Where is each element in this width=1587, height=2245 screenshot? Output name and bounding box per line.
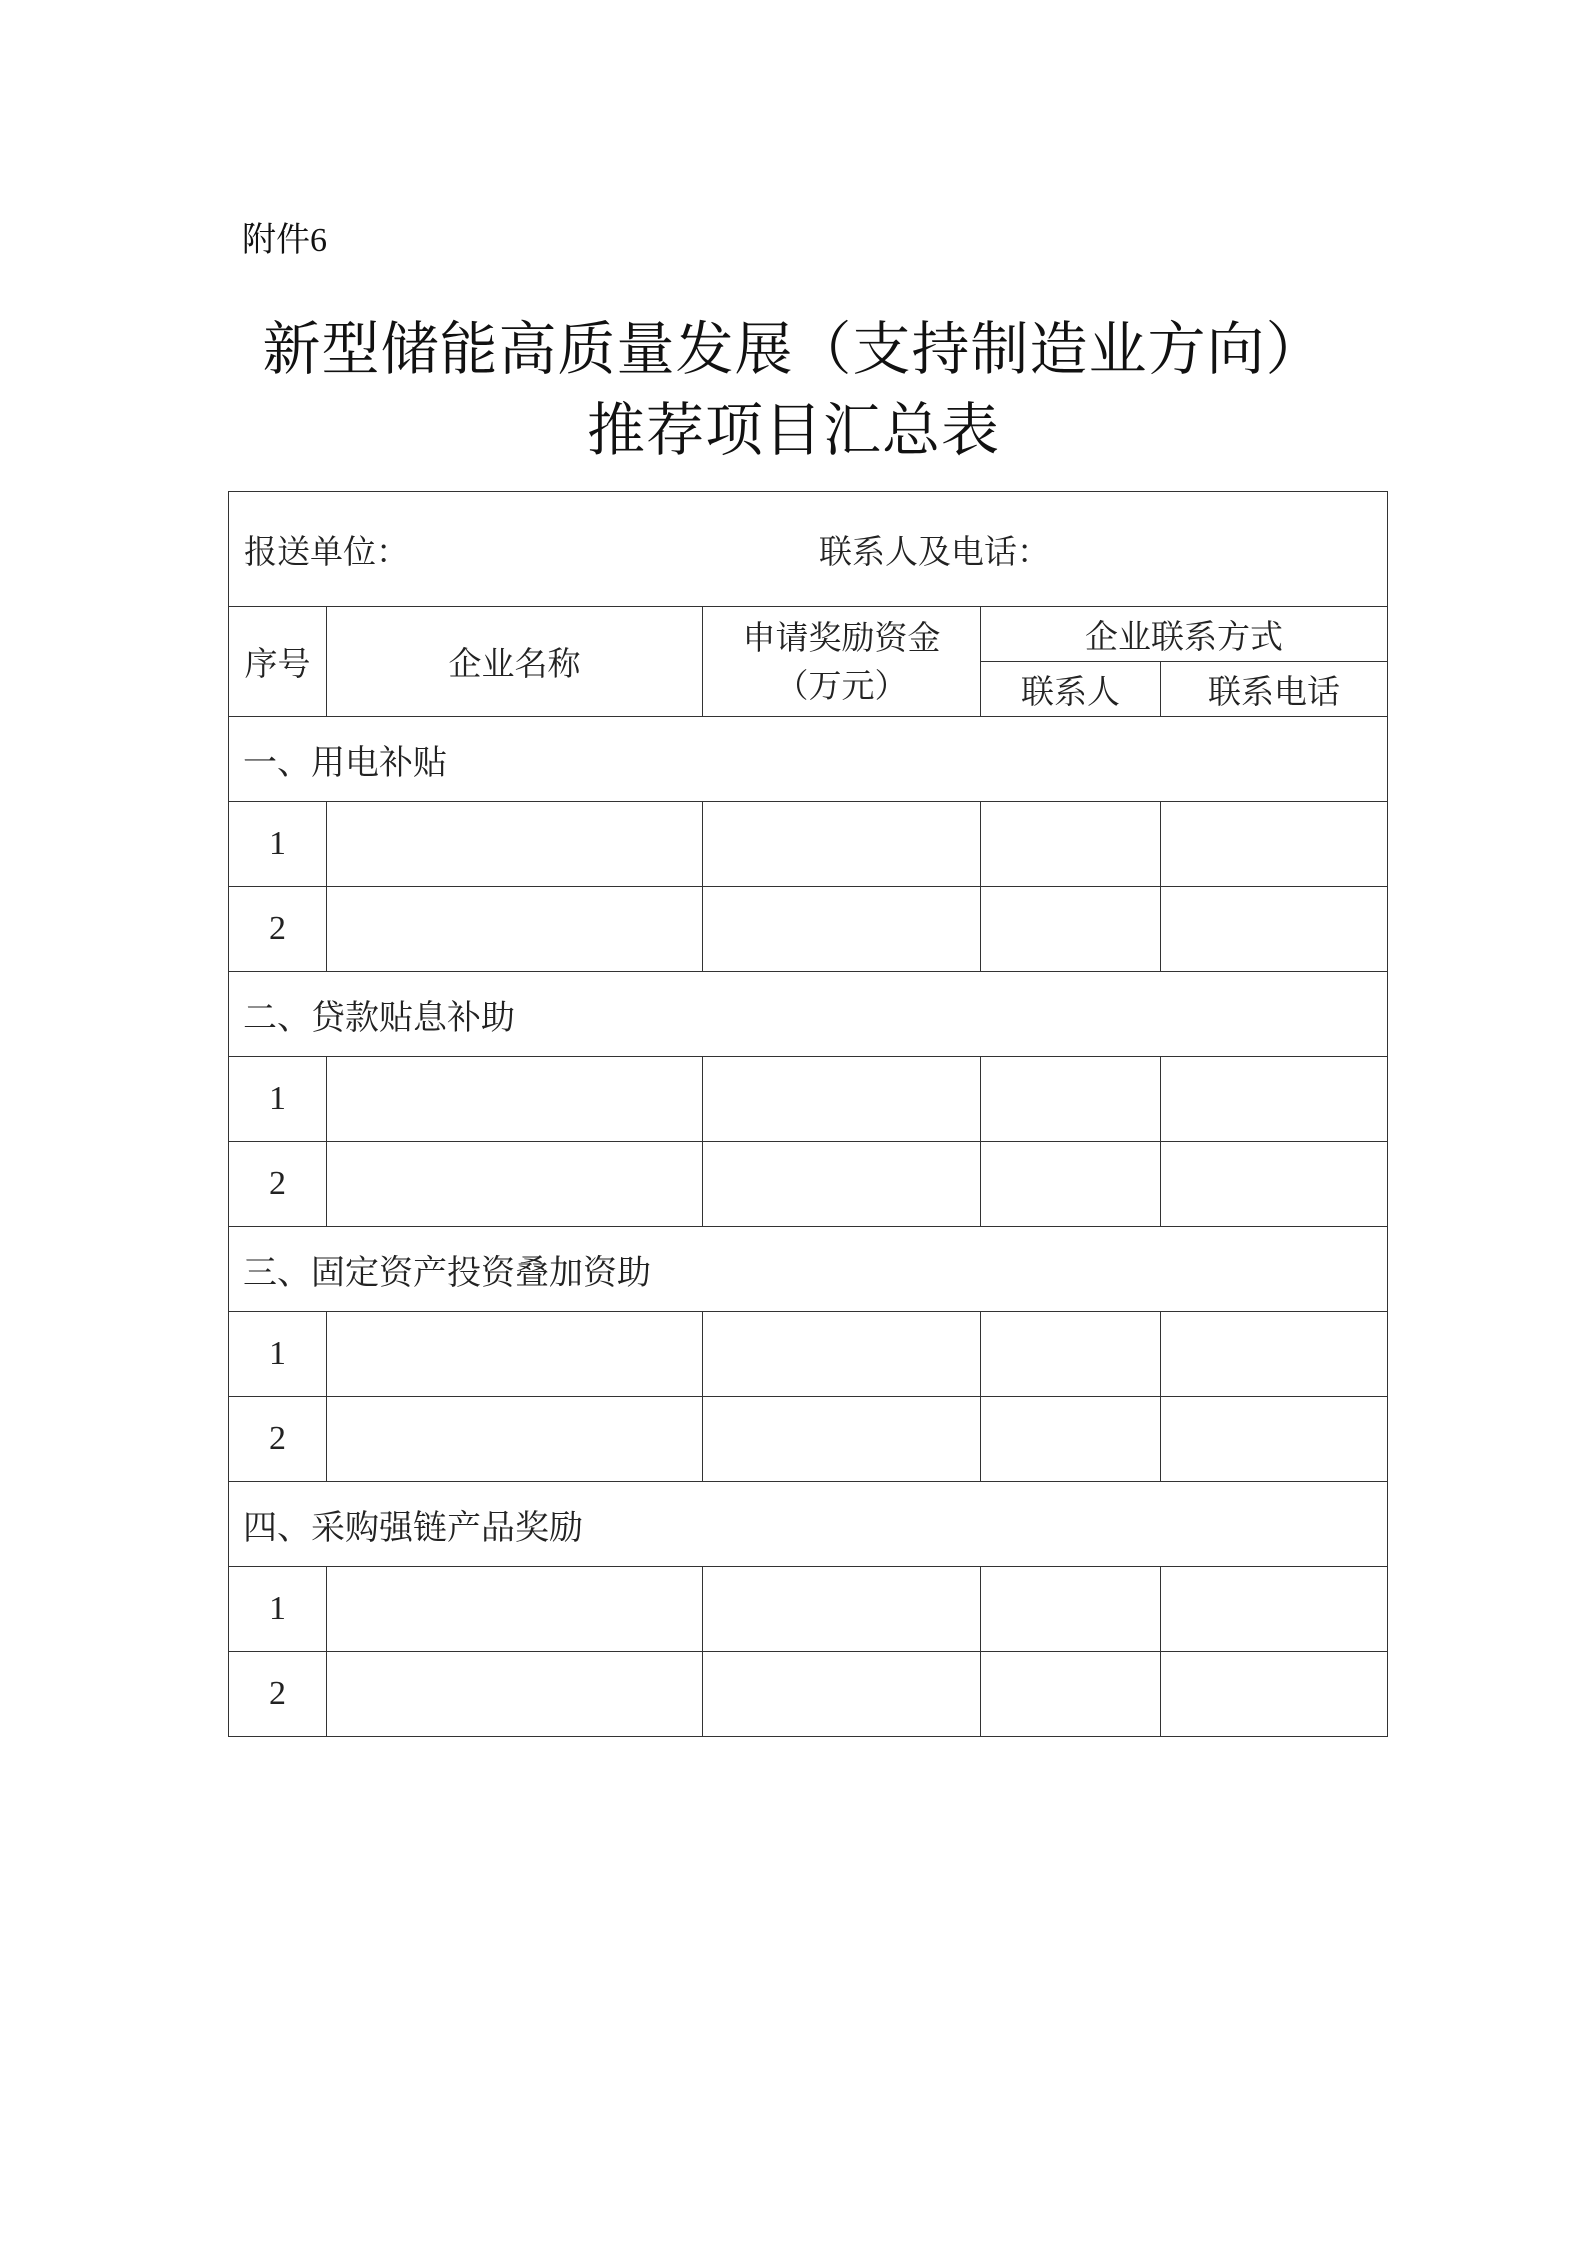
amount-cell[interactable] bbox=[703, 1057, 981, 1142]
section-row bbox=[229, 1482, 1388, 1567]
contact-phone-cell[interactable] bbox=[1161, 802, 1388, 887]
header-serial: 序号 bbox=[229, 607, 327, 717]
section-title: 二、贷款贴息补助 bbox=[229, 972, 1388, 1057]
contact-person-cell[interactable] bbox=[981, 887, 1161, 972]
summary-table bbox=[228, 491, 1388, 1737]
contact-phone-label: 联系人及电话： bbox=[819, 531, 1050, 571]
header-company: 企业名称 bbox=[327, 607, 703, 717]
attachment-number: 6 bbox=[310, 222, 327, 259]
document-title-line1: 新型储能高质量发展（支持制造业方向） bbox=[262, 315, 1325, 383]
row-number: 1 bbox=[229, 1567, 327, 1652]
table-row bbox=[229, 1312, 1388, 1397]
row-number: 1 bbox=[229, 1057, 327, 1142]
row-number: 2 bbox=[229, 887, 327, 972]
contact-phone-cell[interactable] bbox=[1161, 1142, 1388, 1227]
contact-phone-cell[interactable] bbox=[1161, 1057, 1388, 1142]
amount-cell[interactable] bbox=[703, 802, 981, 887]
header-contact-person: 联系人 bbox=[981, 662, 1161, 717]
row-number: 2 bbox=[229, 1142, 327, 1227]
table-row bbox=[229, 1142, 1388, 1227]
row-number: 1 bbox=[229, 1312, 327, 1397]
amount-cell[interactable] bbox=[703, 1652, 981, 1737]
contact-person-cell[interactable] bbox=[981, 1567, 1161, 1652]
row-number: 1 bbox=[229, 802, 327, 887]
attachment-text: 附件 bbox=[242, 220, 310, 260]
contact-person-cell[interactable] bbox=[981, 1397, 1161, 1482]
section-title: 四、采购强链产品奖励 bbox=[229, 1482, 1388, 1567]
table-row bbox=[229, 1057, 1388, 1142]
amount-cell[interactable] bbox=[703, 1142, 981, 1227]
amount-cell[interactable] bbox=[703, 1567, 981, 1652]
company-name-cell[interactable] bbox=[327, 1142, 703, 1227]
contact-person-cell[interactable] bbox=[981, 1652, 1161, 1737]
reporting-unit-label: 报送单位： bbox=[244, 531, 409, 571]
section-row bbox=[229, 1227, 1388, 1312]
section-row bbox=[229, 717, 1388, 802]
section-title: 三、固定资产投资叠加资助 bbox=[229, 1227, 1388, 1312]
company-name-cell[interactable] bbox=[327, 1567, 703, 1652]
contact-phone-cell[interactable] bbox=[1161, 1652, 1388, 1737]
table-row bbox=[229, 802, 1388, 887]
contact-phone-cell[interactable] bbox=[1161, 1397, 1388, 1482]
header-contact-group: 企业联系方式 bbox=[981, 607, 1388, 662]
contact-phone-cell[interactable] bbox=[1161, 1312, 1388, 1397]
contact-person-cell[interactable] bbox=[981, 1312, 1161, 1397]
header-amount bbox=[703, 607, 981, 717]
reporter-cell[interactable] bbox=[229, 492, 1388, 607]
table-row bbox=[229, 887, 1388, 972]
header-amount-line2: （万元） bbox=[775, 665, 908, 705]
company-name-cell[interactable] bbox=[327, 1652, 703, 1737]
company-name-cell[interactable] bbox=[327, 802, 703, 887]
row-number: 2 bbox=[229, 1652, 327, 1737]
row-number: 2 bbox=[229, 1397, 327, 1482]
contact-phone-cell[interactable] bbox=[1161, 1567, 1388, 1652]
header-contact-phone: 联系电话 bbox=[1161, 662, 1388, 717]
amount-cell[interactable] bbox=[703, 1312, 981, 1397]
section-title: 一、用电补贴 bbox=[229, 717, 1388, 802]
contact-person-cell[interactable] bbox=[981, 802, 1161, 887]
table-row bbox=[229, 1652, 1388, 1737]
contact-person-cell[interactable] bbox=[981, 1142, 1161, 1227]
header-row-1 bbox=[229, 607, 1388, 662]
document-title-line2: 推荐项目汇总表 bbox=[586, 396, 1000, 464]
amount-cell[interactable] bbox=[703, 1397, 981, 1482]
table-row bbox=[229, 1397, 1388, 1482]
table-row bbox=[229, 1567, 1388, 1652]
company-name-cell[interactable] bbox=[327, 1057, 703, 1142]
amount-cell[interactable] bbox=[703, 887, 981, 972]
contact-phone-cell[interactable] bbox=[1161, 887, 1388, 972]
header-amount-line1: 申请奖励资金 bbox=[742, 617, 941, 657]
section-row bbox=[229, 972, 1388, 1057]
company-name-cell[interactable] bbox=[327, 887, 703, 972]
contact-person-cell[interactable] bbox=[981, 1057, 1161, 1142]
company-name-cell[interactable] bbox=[327, 1397, 703, 1482]
company-name-cell[interactable] bbox=[327, 1312, 703, 1397]
attachment-label bbox=[242, 212, 327, 261]
reporter-row bbox=[229, 492, 1388, 607]
